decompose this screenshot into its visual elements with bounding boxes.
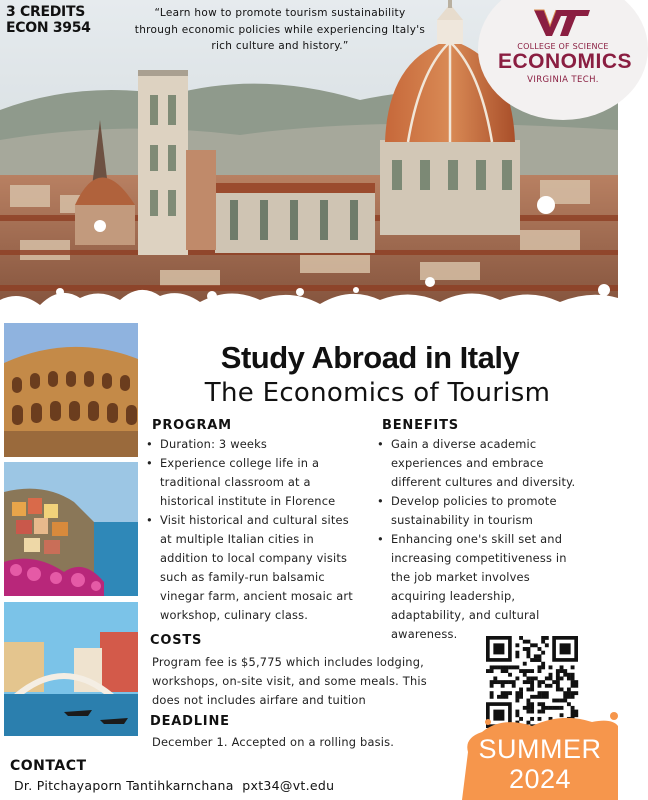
- subtitle: The Economics of Tourism: [204, 378, 551, 408]
- benefits-item-line: sustainability in tourism: [391, 513, 533, 527]
- program-heading: PROGRAM: [152, 418, 232, 433]
- benefits-item-line: • Gain a diverse academic: [391, 437, 537, 451]
- tagline-quote: [100, 5, 460, 55]
- benefits-list: [377, 435, 615, 644]
- logo-university: VIRGINIA TECH.: [527, 75, 599, 85]
- program-item-line: such as family-run balsamic: [160, 570, 325, 584]
- program-list: [146, 435, 376, 625]
- costs-line: does not includes airfare and tuition: [152, 693, 366, 707]
- costs-line: workshops, on-site visit, and some meals. This: [152, 674, 427, 688]
- course-credits: [6, 4, 91, 36]
- quote-line: rich culture and history.”: [211, 40, 349, 52]
- benefits-item-line: experiences and embrace: [391, 456, 544, 470]
- contact-info: Dr. Pitchayaporn Tantihkarnchana pxt34@vt.edu: [14, 778, 335, 793]
- term-season: SUMMER: [478, 734, 602, 764]
- program-item-line: workshop, culinary class.: [160, 608, 309, 622]
- quote-line: “Learn how to promote tourism sustainability: [154, 7, 406, 19]
- program-item-line: • Duration: 3 weeks: [160, 437, 268, 451]
- contact-heading: CONTACT: [10, 758, 87, 774]
- benefits-item: [377, 435, 615, 492]
- program-item-line: vinegar farm, ancient mosaic art: [160, 589, 353, 603]
- program-item-line: at multiple Italian cities in: [160, 532, 314, 546]
- deadline-heading: DEADLINE: [150, 714, 230, 729]
- costs-heading: COSTS: [150, 633, 203, 648]
- costs-text: [152, 653, 472, 710]
- benefits-item-line: • Develop policies to promote: [391, 494, 557, 508]
- venice-rialto-photo: [4, 602, 138, 736]
- program-item-line: addition to local company visits: [160, 551, 348, 565]
- program-item-line: historical institute in Florence: [160, 494, 336, 508]
- program-item-line: traditional classroom at a: [160, 475, 311, 489]
- colosseum-photo: [4, 323, 138, 457]
- deadline-text: December 1. Accepted on a rolling basis.: [152, 735, 395, 749]
- program-item: [146, 435, 376, 454]
- benefits-heading: BENEFITS: [382, 418, 459, 433]
- benefits-item-line: the job market involves: [391, 570, 530, 584]
- program-item: [146, 511, 376, 625]
- main-title: Study Abroad in Italy: [220, 340, 520, 375]
- benefits-item: [377, 530, 615, 644]
- benefits-item-line: adaptability, and cultural: [391, 608, 540, 622]
- benefits-item-line: acquiring leadership,: [391, 589, 516, 603]
- logo-college: COLLEGE OF SCIENCE: [517, 42, 609, 51]
- term-badge: [462, 712, 618, 800]
- credits-label: 3 CREDITS: [6, 4, 85, 20]
- logo-department: ECONOMICS: [498, 50, 633, 73]
- program-item-line: • Visit historical and cultural sites: [160, 513, 349, 527]
- term-year: 2024: [508, 764, 572, 794]
- program-item: [146, 454, 376, 511]
- vt-logo-icon: [532, 8, 592, 38]
- benefits-item-line: • Enhancing one's skill set and: [391, 532, 563, 546]
- program-item-line: • Experience college life in a: [160, 456, 320, 470]
- course-code: ECON 3954: [6, 20, 91, 36]
- benefits-item-line: increasing competitiveness in: [391, 551, 567, 565]
- benefits-item-line: awareness.: [391, 627, 458, 641]
- benefits-item-line: different cultures and diversity.: [391, 475, 576, 489]
- quote-line: through economic policies while experiencing Italy's: [134, 23, 426, 36]
- cinque-terre-photo: [4, 462, 138, 596]
- costs-line: Program fee is $5,775 which includes lodging,: [152, 655, 424, 669]
- benefits-item: [377, 492, 615, 530]
